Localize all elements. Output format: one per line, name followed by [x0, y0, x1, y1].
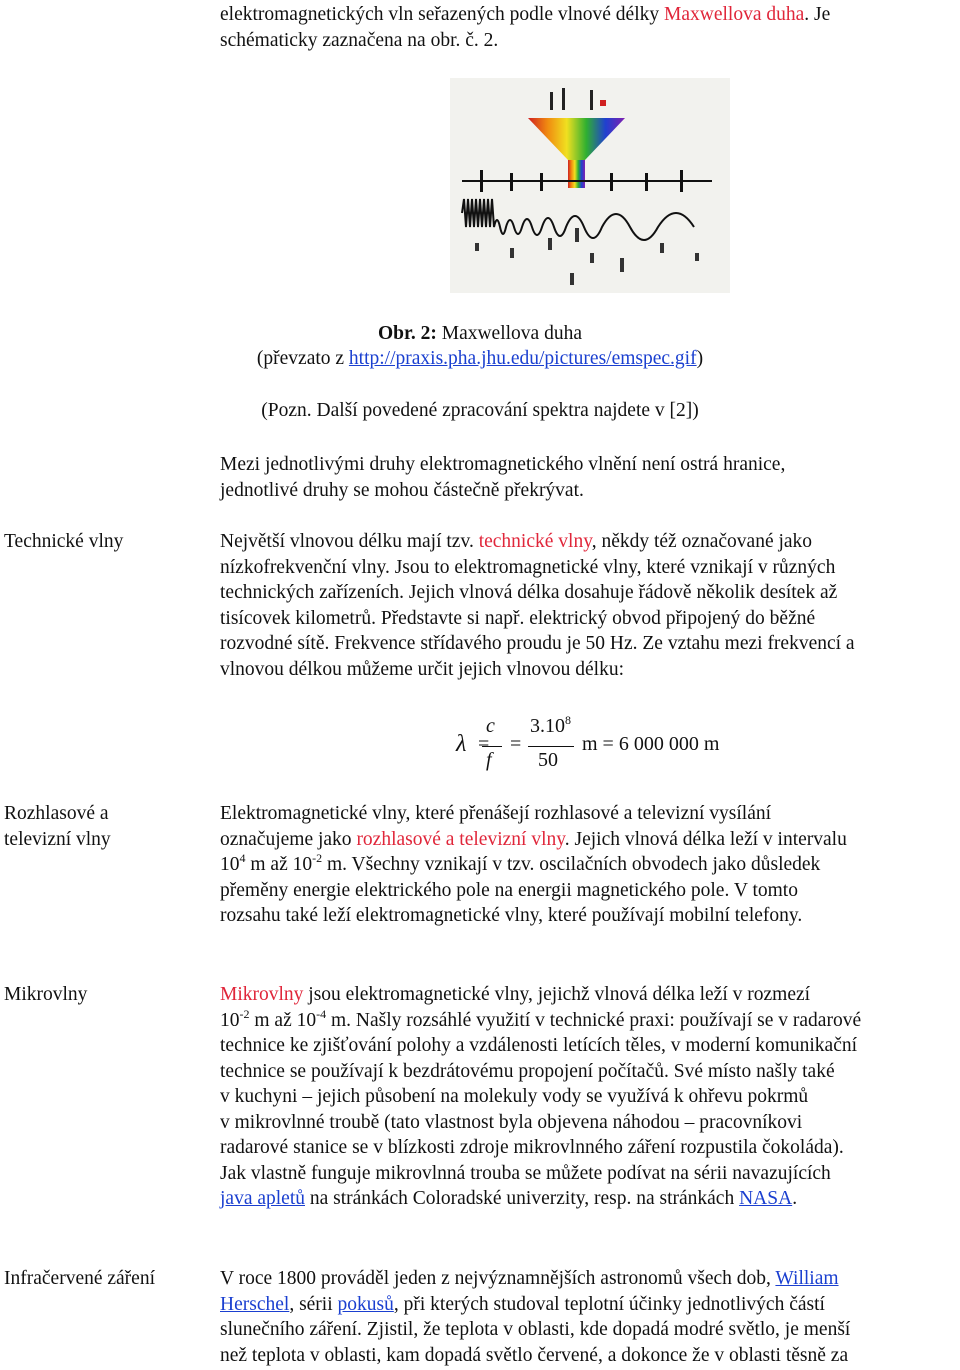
nasa-link[interactable]: NASA — [739, 1188, 793, 1209]
intro-text-2: schématicky zaznačena na obr. č. 2. — [220, 29, 499, 51]
caption-label: Obr. 2: — [377, 323, 437, 344]
radio-tv-paragraph: Elektromagnetické vlny, které přenášejí rozhlasové a televizní vysílání označujeme jako rozhlasové a televizní vlny. Jejich vlnová délka leží v intervalu $10^4$ m až $10^{-2}$ m. Všechny vznikají v tzv. oscilačních obvodech jako důsledek přeměny energie elektrického pole na energii magnetického pole. V tomto rozsahu také leží elektromagnetické vlny, které používají mobilní telefony. — [220, 803, 847, 926]
heading-technical-waves: Technické vlny — [4, 531, 124, 552]
microwaves-link[interactable]: Mikrovlny — [220, 984, 304, 1005]
java-applets-link[interactable]: java apletů — [220, 1188, 305, 1209]
caption-title: Maxwellova duha — [436, 323, 582, 344]
overlap-paragraph: Mezi jednotlivými druhy elektromagnetického vlnění není ostrá hranice, jednotlivé druhy se mohou částečně překrývat. — [220, 454, 786, 501]
infrared-paragraph: V roce 1800 prováděl jeden z nejvýznamnějších astronomů všech dob, William Herschel, sérii pokusů, při kterých studoval teplotní účinky jednotlivých částí slunečního záření. Zjistil, že teplota v oblasti, kde dopadá modré světlo, je menší než teplota v oblasti, kam dopadá světlo červené, a dokonce že v oblasti těsně za — [220, 1268, 851, 1366]
formula-c: c — [486, 715, 495, 737]
prism-stem — [568, 160, 585, 188]
source-link[interactable]: http://praxis.pha.jhu.edu/pictures/emspec.gif — [348, 348, 697, 369]
figure-caption — [0, 321, 960, 347]
formula-denominator: 50 — [538, 749, 558, 771]
heading-microwaves: Mikrovlny — [4, 984, 88, 1005]
intro-text: elektromagnetických vln seřazených podle vlnové délky — [220, 4, 665, 25]
formula-result: m = 6 000 000 m — [582, 733, 720, 755]
heading-radio-tv-waves: Rozhlasové a televizní vlny — [4, 803, 111, 850]
formula-f: f — [486, 749, 492, 771]
spectrum-diagram — [450, 78, 730, 293]
radio-tv-link[interactable]: rozhlasové a televizní vlny — [356, 828, 565, 850]
technical-waves-link[interactable]: technické vlny — [478, 531, 592, 552]
technical-waves-paragraph: Největší vlnovou délku mají tzv. technické vlny, někdy též označované jako nízkofrekvenční vlny. Jsou to elektromagnetické vlny, které vznikají v různých technických zařízeních. Jejich vlnová délka dosahuje řádově několik desítek až tisícovek kilometrů. Představte si např. elektrický obvod připojený do běžné rozvodné sítě. Frekvence střídavého proudu je 50 Hz. Ze vztahu mezi frekvencí a vlnovou délkou můžeme určit jejich vlnovou délku: — [220, 531, 855, 680]
wavelength-formula: λ = c f = $3.10^8$ 50 m = 6 000 000 m — [450, 712, 750, 772]
microwaves-paragraph: Mikrovlny jsou elektromagnetické vlny, jejichž vlnová délka leží v rozmezí $10^{-2}$ m až $10^{-4}$ m. Našly rozsáhlé využití v technické praxi: používají se v radarové technice ke zjišťování polohy a vzdálenosti letících těles, v moderní komunikační technice se používají k bezdrátovému propojení počítačů. Své místo našly také v kuchyni – jejich působení na molekuly vody se využívá k ohřevu pokrmů v mikrovlnné troubě (tato vlastnost byla objevena náhodou – pracovníkovi radarové stanice se v blízkosti zdroje mikrovlnného záření rozpustila čokoláda). Jak vlastně funguje mikrovlnná trouba se můžete podívat na sérii navazujících java apletů na stránkách Coloradské univerzity, resp. na stránkách NASA. — [220, 984, 862, 1209]
formula-numerator: 3.10$^8$ — [530, 713, 571, 737]
heading-infrared: Infračervené záření — [4, 1268, 156, 1289]
experiments-link[interactable]: pokusů — [337, 1293, 394, 1315]
prism-funnel — [528, 118, 625, 160]
maxwell-link[interactable]: Maxwellova duha — [664, 4, 805, 25]
intro-paragraph: elektromagnetických vln seřazených podle vlnové délky Maxwellova duha. Je schématicky zaznačena na obr. č. 2. — [220, 2, 950, 53]
maxwell-rainbow-figure — [450, 78, 730, 293]
herschel-link-2[interactable]: Herschel — [220, 1293, 290, 1315]
scale-marks — [475, 228, 699, 285]
figure-source: (převzato z http://praxis.pha.jhu.edu/pictures/emspec.gif) — [256, 348, 704, 369]
herschel-link[interactable]: William — [775, 1268, 839, 1289]
note-text: (Pozn. Další povedené zpracování spektra najdete v [2]) — [261, 400, 699, 421]
formula-lambda: λ — [456, 731, 467, 757]
